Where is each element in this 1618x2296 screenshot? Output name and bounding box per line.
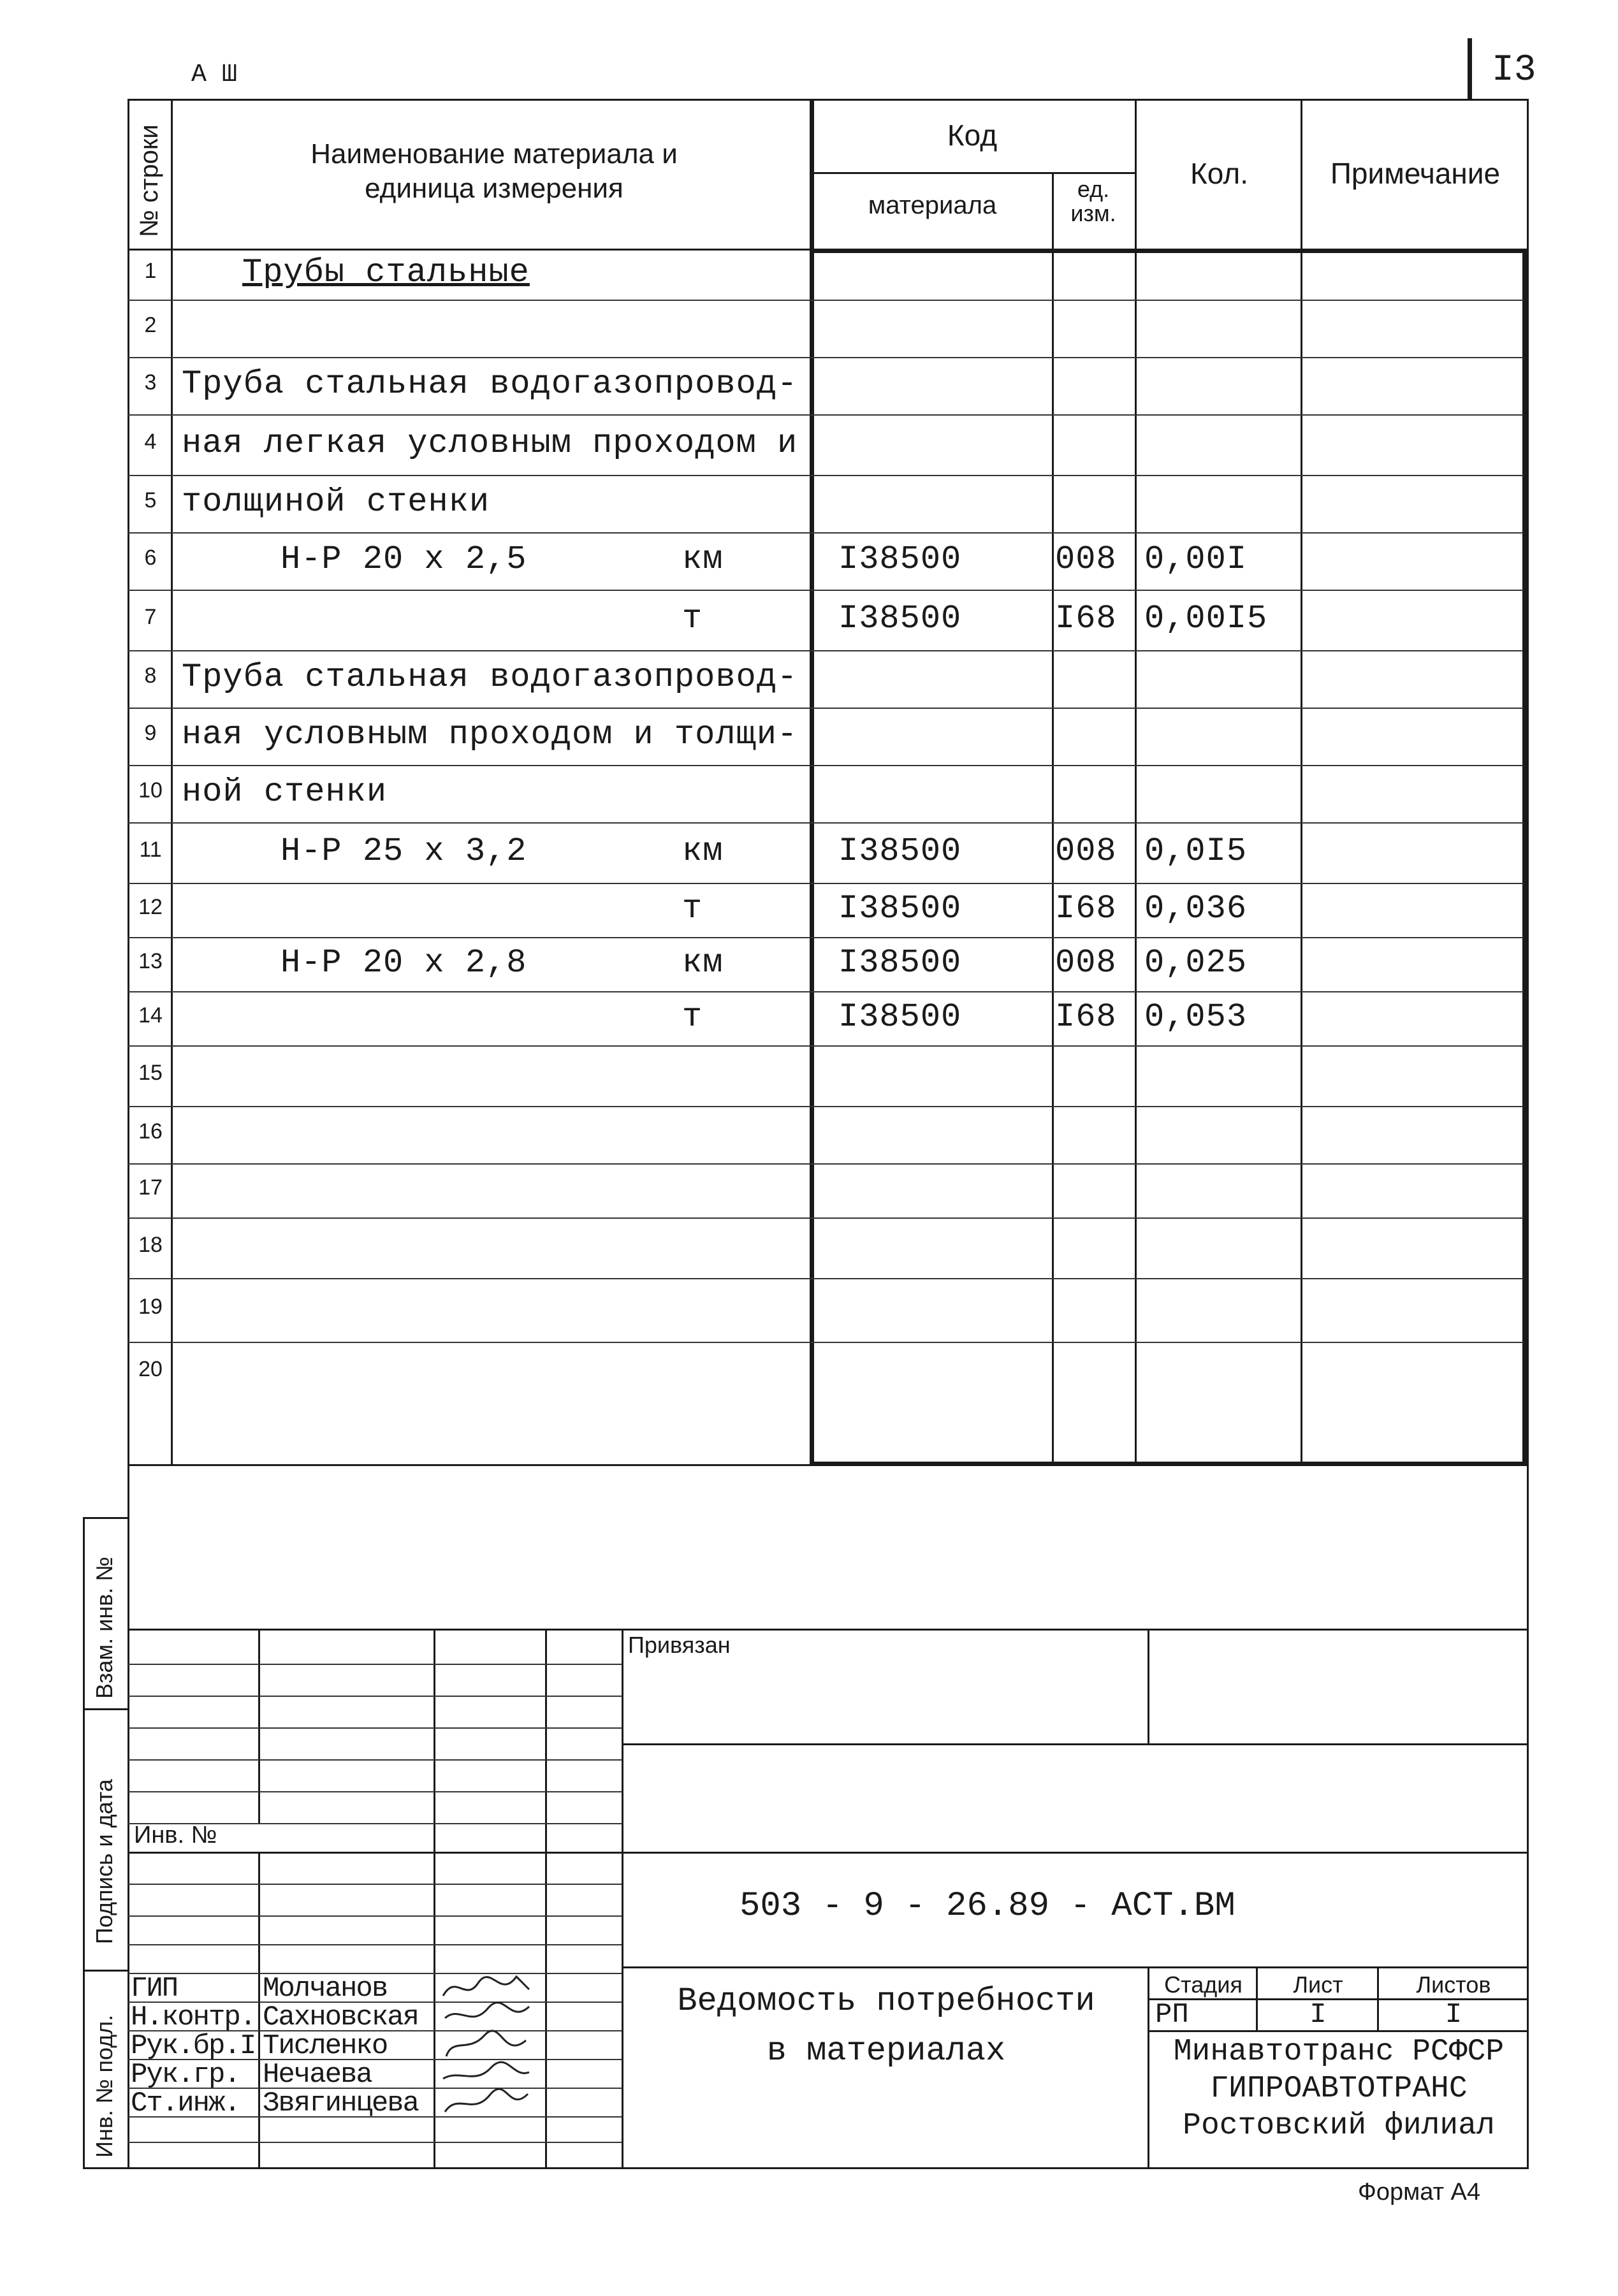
col-name-divider [810, 99, 814, 1466]
frame-bottom [83, 2167, 1529, 2169]
signer-role: ГИП [131, 1973, 178, 2005]
material-code: I38500 [838, 832, 962, 870]
tb-grid-line [128, 1884, 622, 1885]
table-right-thick [1522, 249, 1527, 1466]
quantity: 0,025 [1144, 943, 1248, 982]
signature-mark [440, 2085, 536, 2120]
quantity: 0,053 [1144, 998, 1248, 1036]
header-code: Код [947, 119, 998, 152]
tb-grid-line [128, 1696, 622, 1697]
material-name: Н-Р 20 х 2,8 [281, 943, 527, 982]
material-name: толщиной стенки [182, 483, 490, 521]
row-divider [128, 475, 1524, 476]
side-sign-date: Подпись и дата [91, 1779, 117, 1944]
signer-role: Рук.гр. [131, 2059, 240, 2091]
row-number: 15 [138, 1060, 163, 1085]
row-divider [128, 708, 1524, 709]
side-strip-left [83, 1517, 85, 2167]
row-number: 10 [138, 778, 163, 803]
tb-code-top [128, 1852, 1529, 1854]
org-line3: Ростовский филиал [1183, 2109, 1495, 2143]
tb-col-d [622, 1629, 623, 2167]
tb-grid-line [128, 1944, 622, 1945]
signer-name: Нечаева [263, 2059, 372, 2091]
doc-title-line2: в материалах [766, 2032, 1006, 2070]
row-number: 9 [144, 721, 157, 745]
unit-text: т [682, 998, 703, 1036]
tb-grid-line [128, 1727, 622, 1729]
material-name: Трубы стальные [242, 254, 530, 291]
tb-col-a-lower [258, 1852, 260, 2167]
row-number: 3 [144, 370, 157, 395]
unit-code: 008 [1055, 541, 1117, 578]
row-number: 2 [144, 313, 157, 337]
material-name: Труба стальная водогазопровод- [182, 658, 798, 696]
row-number: 8 [144, 664, 157, 688]
material-name: ной стенки [182, 773, 388, 811]
material-code: I38500 [838, 943, 962, 982]
material-code: I38500 [838, 599, 962, 637]
signer-name: Сахновская [263, 2002, 419, 2033]
row-number: 19 [138, 1295, 163, 1319]
tb-grid-line [128, 1759, 622, 1761]
material-name: ная легкая условным проходом и [182, 424, 798, 462]
side-strip-top [83, 1517, 128, 1519]
unit-text: т [682, 889, 703, 927]
side-strip-div1 [83, 1708, 128, 1710]
row-number: 5 [144, 488, 157, 512]
quantity: 0,00I [1144, 541, 1248, 578]
tb-sheet-label: Лист [1293, 1972, 1343, 1998]
row-number: 4 [144, 429, 157, 454]
sheet-number-divider [1468, 38, 1472, 99]
table-bottom-thick [810, 1462, 1529, 1466]
material-name: Н-Р 25 х 3,2 [281, 832, 527, 870]
row-divider [128, 1106, 1524, 1107]
side-strip-div2 [83, 1970, 128, 1972]
unit-code: 008 [1055, 943, 1117, 982]
signer-role: Н.контр. [131, 2002, 256, 2033]
tb-top [128, 1629, 1529, 1631]
frame-top [128, 99, 1529, 101]
quantity: 0,0I5 [1144, 832, 1248, 870]
row-divider [128, 1278, 1524, 1279]
signer-role: Ст.инж. [131, 2088, 240, 2119]
row-number: 14 [138, 1003, 163, 1028]
unit-text: км [682, 832, 724, 870]
table-bottom-left [128, 1464, 810, 1466]
tb-col-a-upper [258, 1629, 260, 1823]
tb-attached-split [1148, 1629, 1149, 1743]
unit-code: I68 [1055, 998, 1117, 1036]
signer-role: Рук.бр.I [131, 2030, 256, 2062]
row-divider [128, 300, 1524, 301]
tb-grid-line [128, 1664, 622, 1665]
header-material-code: материала [868, 191, 997, 219]
org-line2: ГИПРОАВТОТРАНС [1210, 2072, 1468, 2106]
tb-code-bottom [622, 1966, 1529, 1968]
doc-title-line1: Ведомость потребности [677, 1982, 1095, 2020]
col-unit-divider [1135, 99, 1137, 1466]
format-label: Формат А4 [1358, 2179, 1481, 2205]
header-unit: ед. изм. [1070, 176, 1116, 226]
row-divider [128, 590, 1524, 591]
tb-stage-label: Стадия [1164, 1972, 1243, 1998]
signer-name: Звягинцева [263, 2088, 419, 2119]
material-code: I38500 [838, 889, 962, 927]
row-number: 1 [144, 259, 157, 283]
tb-sheets-value: I [1445, 1999, 1462, 2031]
frame-right [1527, 99, 1529, 2167]
unit-text: км [682, 943, 724, 982]
header-bottom-right [810, 249, 1529, 253]
tb-attached-label: Привязан [628, 1632, 731, 1658]
tb-sheet-value: I [1309, 1999, 1327, 2031]
row-divider [128, 1217, 1524, 1219]
col-qty-divider [1301, 99, 1302, 1466]
org-line1: Минавтотранс РСФСР [1173, 2035, 1505, 2069]
unit-code: 008 [1055, 832, 1117, 870]
doc-code: 503 - 9 - 26.89 - АСТ.ВМ [740, 1887, 1235, 1926]
unit-code: I68 [1055, 889, 1117, 927]
side-orig-inv: Инв. № подл. [91, 2014, 117, 2158]
material-code: I38500 [838, 998, 962, 1036]
signer-name: Молчанов [263, 1973, 388, 2005]
material-name: ная условным проходом и толщи- [182, 716, 798, 753]
row-number: 18 [138, 1232, 163, 1257]
row-number: 7 [144, 604, 157, 629]
side-replace-inv: Взам. инв. № [91, 1556, 117, 1699]
frame-left [128, 99, 129, 2167]
row-divider [128, 1342, 1524, 1343]
row-divider [128, 414, 1524, 416]
row-divider [128, 1163, 1524, 1165]
quantity: 0,036 [1144, 889, 1248, 927]
tb-stage-left [1148, 1966, 1149, 2167]
row-number: 11 [139, 837, 162, 862]
tb-grid-line [128, 2142, 622, 2143]
col-rownum-divider [171, 99, 173, 1466]
row-divider [128, 650, 1524, 651]
row-number: 16 [138, 1119, 163, 1144]
row-divider [128, 1045, 1524, 1047]
row-number: 6 [144, 546, 157, 570]
row-number: 20 [138, 1356, 163, 1381]
header-qty: Кол. [1190, 157, 1248, 190]
row-number: 17 [138, 1175, 163, 1200]
row-divider [128, 937, 1524, 938]
unit-text: км [682, 541, 724, 578]
row-divider [128, 357, 1524, 358]
tb-attached-bottom [622, 1743, 1529, 1745]
header-row-no: № строки [135, 124, 163, 237]
sheet-number: I3 [1492, 50, 1536, 91]
tb-sheets-label: Листов [1416, 1972, 1491, 1998]
material-code: I38500 [838, 541, 962, 578]
quantity: 0,00I5 [1144, 599, 1268, 637]
code-subheader-line [810, 172, 1135, 174]
row-number: 13 [138, 948, 163, 973]
header-bottom-left [128, 249, 810, 251]
row-divider [128, 991, 1524, 992]
row-number: 12 [138, 894, 163, 919]
row-divider [128, 765, 1524, 766]
tb-grid-line [128, 1791, 622, 1792]
unit-code: I68 [1055, 599, 1117, 637]
material-name: Н-Р 20 х 2,5 [281, 541, 527, 578]
header-note: Примечание [1330, 157, 1501, 190]
unit-text: т [682, 599, 703, 637]
tb-grid-line [128, 1915, 622, 1917]
material-name: Труба стальная водогазопровод- [182, 365, 798, 403]
col-code-divider [1052, 172, 1054, 1466]
signer-name: Тисленко [263, 2030, 388, 2062]
tb-col-b [434, 1629, 435, 2167]
row-divider [128, 822, 1524, 824]
header-name: Наименование материала и единица измерения [310, 138, 678, 204]
corner-mark: А Ш [191, 61, 238, 89]
row-divider [128, 883, 1524, 884]
tb-stage-value: РП [1155, 1999, 1189, 2031]
tb-inv-no: Инв. № [134, 1822, 217, 1849]
row-divider [128, 532, 1524, 534]
tb-col-c [545, 1629, 547, 2167]
